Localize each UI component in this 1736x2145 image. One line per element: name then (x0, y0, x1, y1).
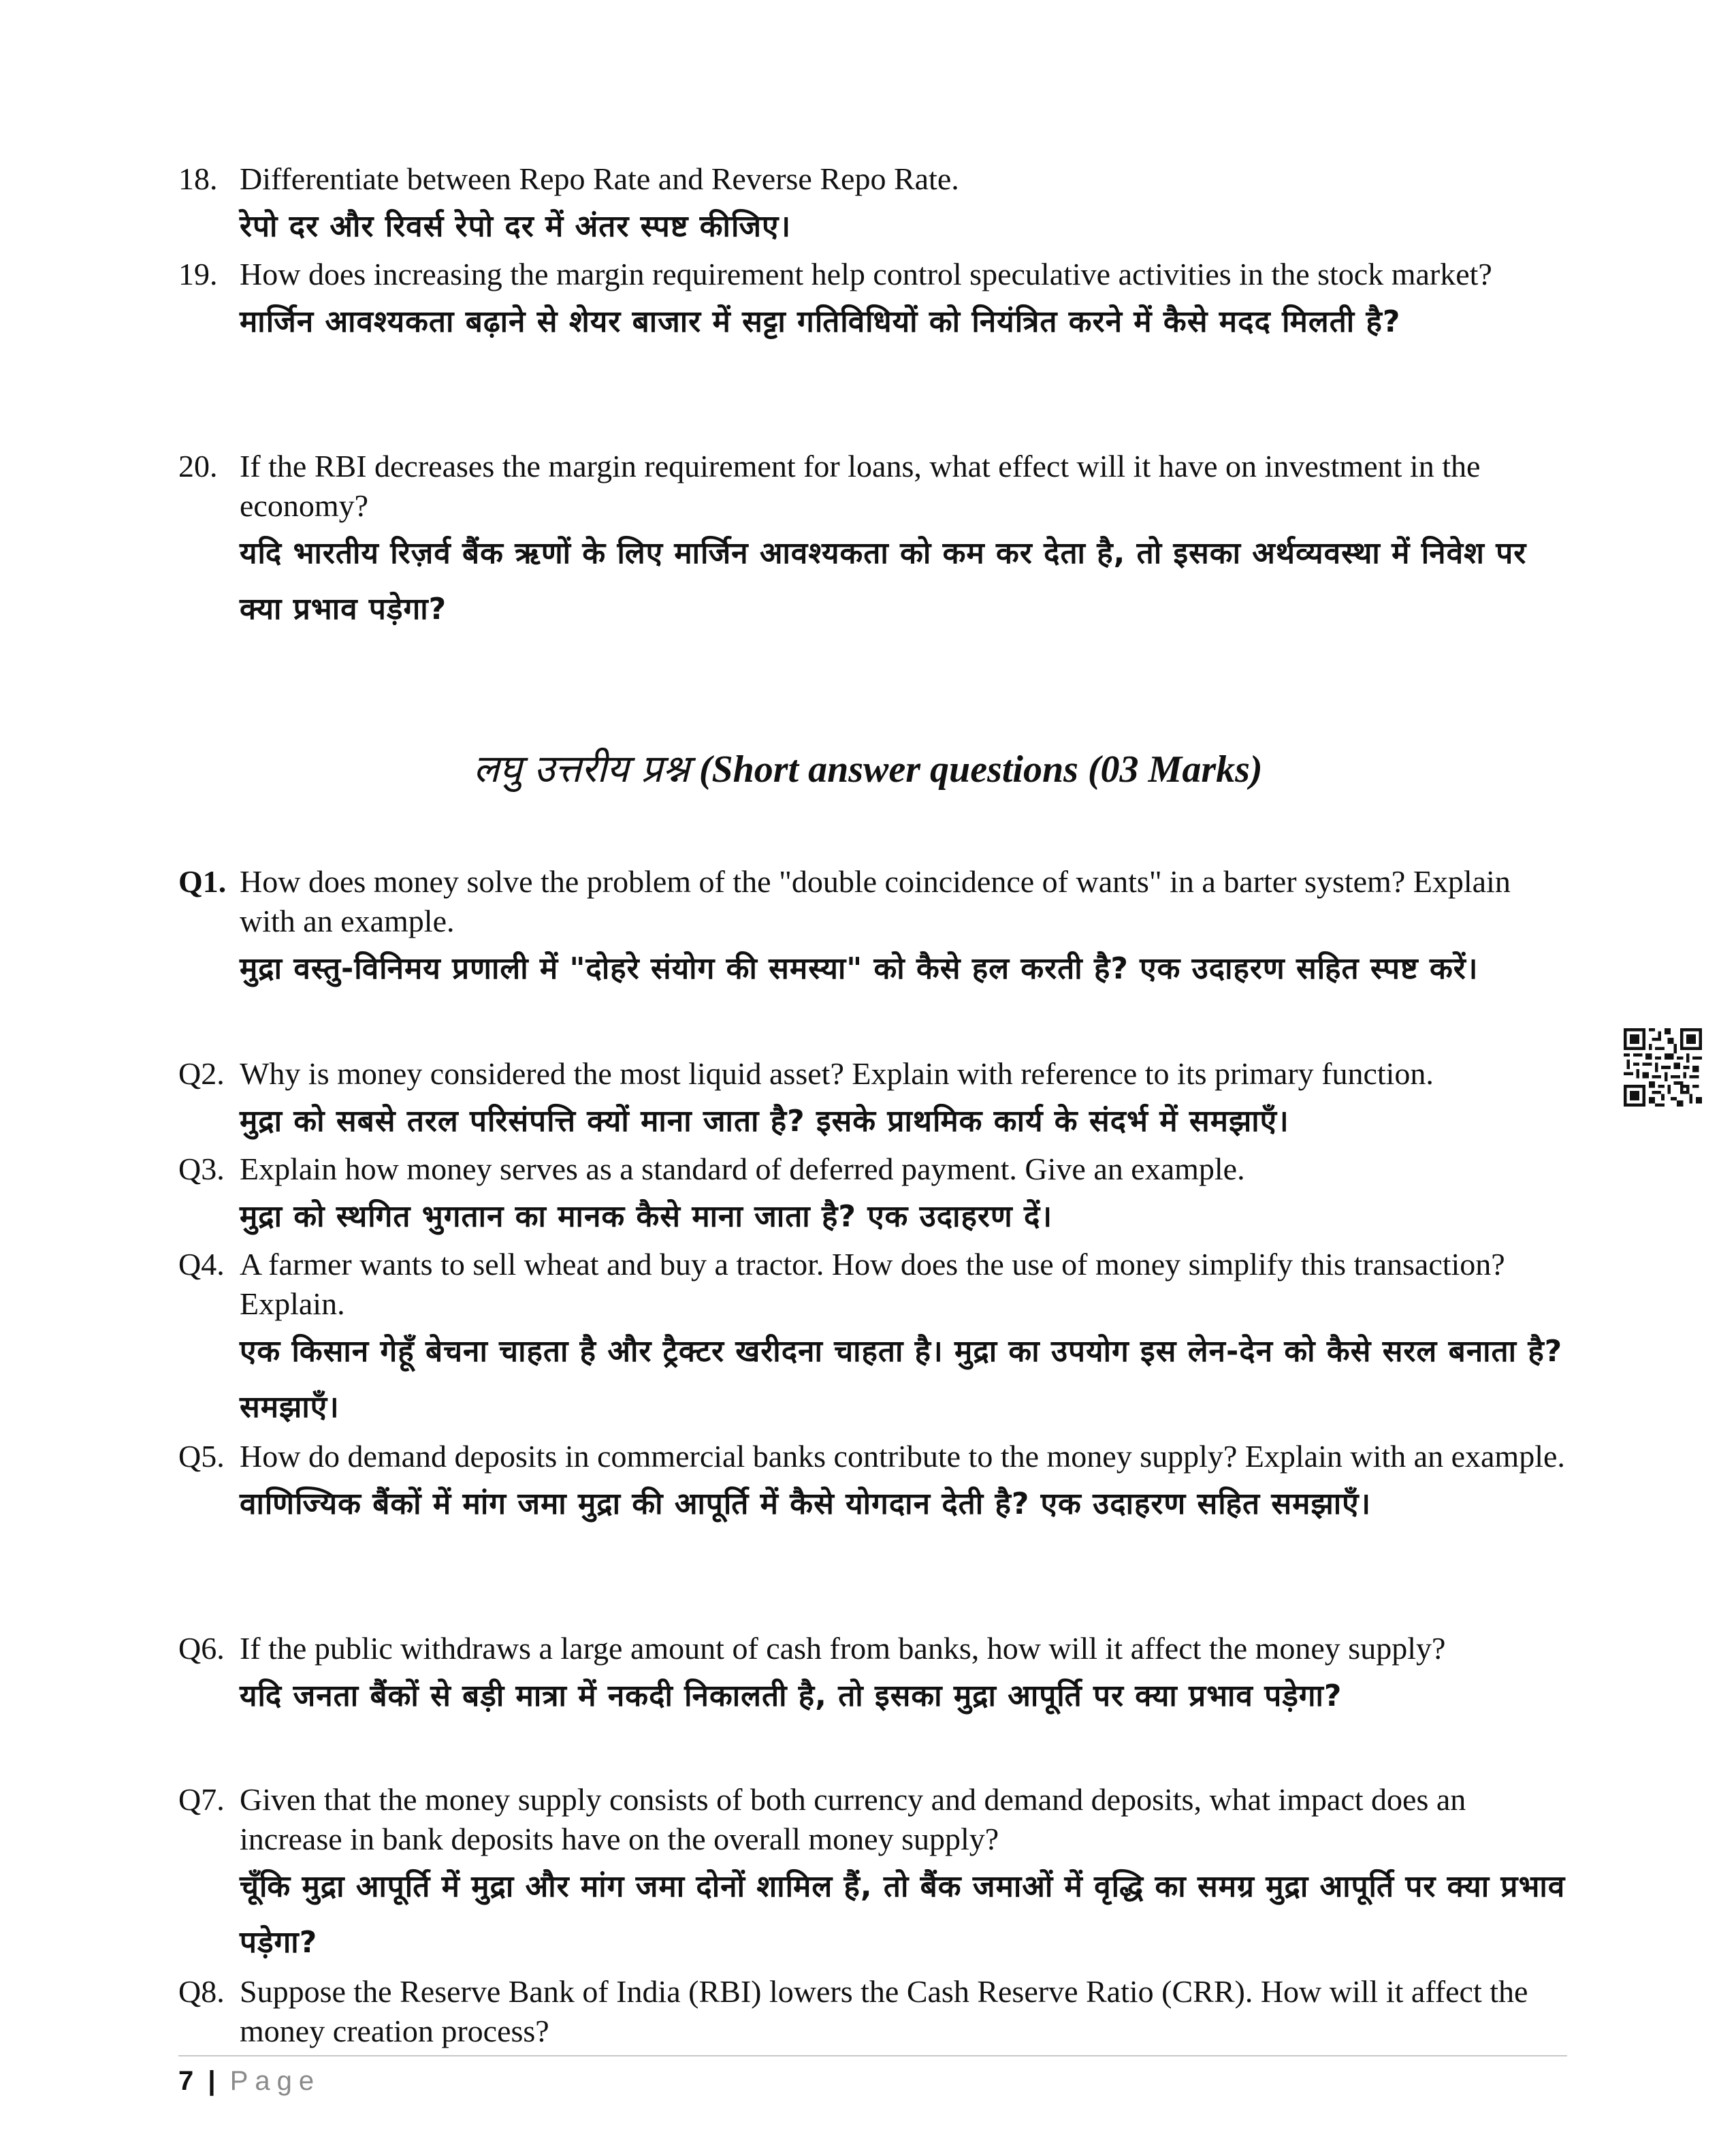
question-text-hi: एक किसान गेहूँ बेचना चाहता है और ट्रैक्टर खरीदना चाहता है। मुद्रा का उपयोग इस लेन-देन को कैसे सरल बनाता है? समझाएँ। (240, 1334, 1563, 1425)
section-heading-hi: लघु उत्तरीय प्रश्न (473, 747, 690, 791)
short-question-7 (178, 1780, 1567, 1971)
section-heading-en: (Short answer questions (03 Marks) (698, 748, 1263, 791)
question-text-hi: यदि जनता बैंकों से बड़ी मात्रा में नकदी निकालती है, तो इसका मुद्रा आपूर्ति पर क्या प्रभाव पड़ेगा? (240, 1679, 1343, 1713)
short-question-6 (178, 1629, 1567, 1724)
question-18 (178, 159, 1567, 255)
question-number: Q5. (178, 1439, 225, 1474)
question-text-hi: यदि भारतीय रिज़र्व बैंक ऋणों के लिए मार्जिन आवश्यकता को कम कर देता है, तो इसका अर्थव्यवस्था में निवेश पर क्या प्रभाव पड़ेगा? (240, 536, 1527, 626)
question-text-en: How do demand deposits in commercial banks contribute to the money supply? Explain with an example. (240, 1439, 1565, 1474)
question-20 (178, 447, 1567, 637)
question-number: 20. (178, 449, 218, 483)
footer-separator: | (208, 2066, 216, 2096)
short-question-3 (178, 1149, 1567, 1245)
question-text-hi: मुद्रा वस्तु-विनिमय प्रणाली में "दोहरे संयोग की समस्या" को कैसे हल करती है? एक उदाहरण सहित स्पष्ट करें। (240, 951, 1479, 986)
question-number: Q8. (178, 1974, 225, 2009)
question-text-en: If the public withdraws a large amount of cash from banks, how will it affect the money supply? (240, 1631, 1446, 1666)
question-text-en: Suppose the Reserve Bank of India (RBI) lowers the Cash Reserve Ratio (CRR). How will it affect the money creation process? (240, 1974, 1528, 2048)
short-question-4 (178, 1245, 1567, 1435)
section-heading (0, 742, 1736, 797)
short-question-8 (178, 1972, 1567, 2051)
short-question-1 (178, 862, 1567, 997)
question-19 (178, 255, 1567, 350)
question-text-en: How does money solve the problem of the "double coincidence of wants" in a barter system? Explain with an example. (240, 864, 1511, 938)
question-text-en: Explain how money serves as a standard of deferred payment. Give an example. (240, 1151, 1245, 1186)
question-text-hi: चूँकि मुद्रा आपूर्ति में मुद्रा और मांग जमा दोनों शामिल हैं, तो बैंक जमाओं में वृद्धि का समग्र मुद्रा आपूर्ति पर क्या प्रभाव पड़ेगा? (240, 1869, 1566, 1960)
question-number: Q7. (178, 1782, 225, 1817)
page-label: Page (229, 2066, 321, 2096)
short-question-2 (178, 1054, 1567, 1149)
question-text-en: Why is money considered the most liquid asset? Explain with reference to its primary function. (240, 1056, 1434, 1091)
question-text-hi: मार्जिन आवश्यकता बढ़ाने से शेयर बाजार में सट्टा गतिविधियों को नियंत्रित करने में कैसे मदद मिलती है? (240, 304, 1401, 339)
page-number: 7 (178, 2066, 194, 2096)
short-question-5 (178, 1437, 1567, 1532)
question-text-en: Given that the money supply consists of both currency and demand deposits, what impact does an increase in bank deposits have on the overall money supply? (240, 1782, 1466, 1856)
page-footer (178, 2062, 321, 2100)
question-number: Q2. (178, 1056, 225, 1091)
question-number: Q4. (178, 1247, 225, 1282)
question-text-en: If the RBI decreases the margin requirement for loans, what effect will it have on investment in the economy? (240, 449, 1481, 523)
question-text-hi: रेपो दर और रिवर्स रेपो दर में अंतर स्पष्ट कीजिए। (240, 209, 792, 244)
question-number: Q6. (178, 1631, 225, 1666)
question-text-en: A farmer wants to sell wheat and buy a tractor. How does the use of money simplify this transaction? Explain. (240, 1247, 1505, 1321)
qr-code-icon[interactable] (1624, 1028, 1702, 1107)
question-number: 18. (178, 161, 218, 196)
footer-divider (178, 2055, 1567, 2056)
question-text-en: How does increasing the margin requirement help control speculative activities in the stock market? (240, 257, 1492, 291)
question-number: 19. (178, 257, 218, 291)
question-text-hi: मुद्रा को स्थगित भुगतान का मानक कैसे माना जाता है? एक उदाहरण दें। (240, 1199, 1053, 1234)
question-text-hi: मुद्रा को सबसे तरल परिसंपत्ति क्यों माना जाता है? इसके प्राथमिक कार्य के संदर्भ में समझाएँ। (240, 1104, 1289, 1139)
question-text-hi: वाणिज्यिक बैंकों में मांग जमा मुद्रा की आपूर्ति में कैसे योगदान देती है? एक उदाहरण सहित समझाएँ। (240, 1487, 1372, 1521)
question-number: Q3. (178, 1151, 225, 1186)
question-text-en: Differentiate between Repo Rate and Reverse Repo Rate. (240, 161, 959, 196)
question-number: Q1. (178, 864, 227, 899)
